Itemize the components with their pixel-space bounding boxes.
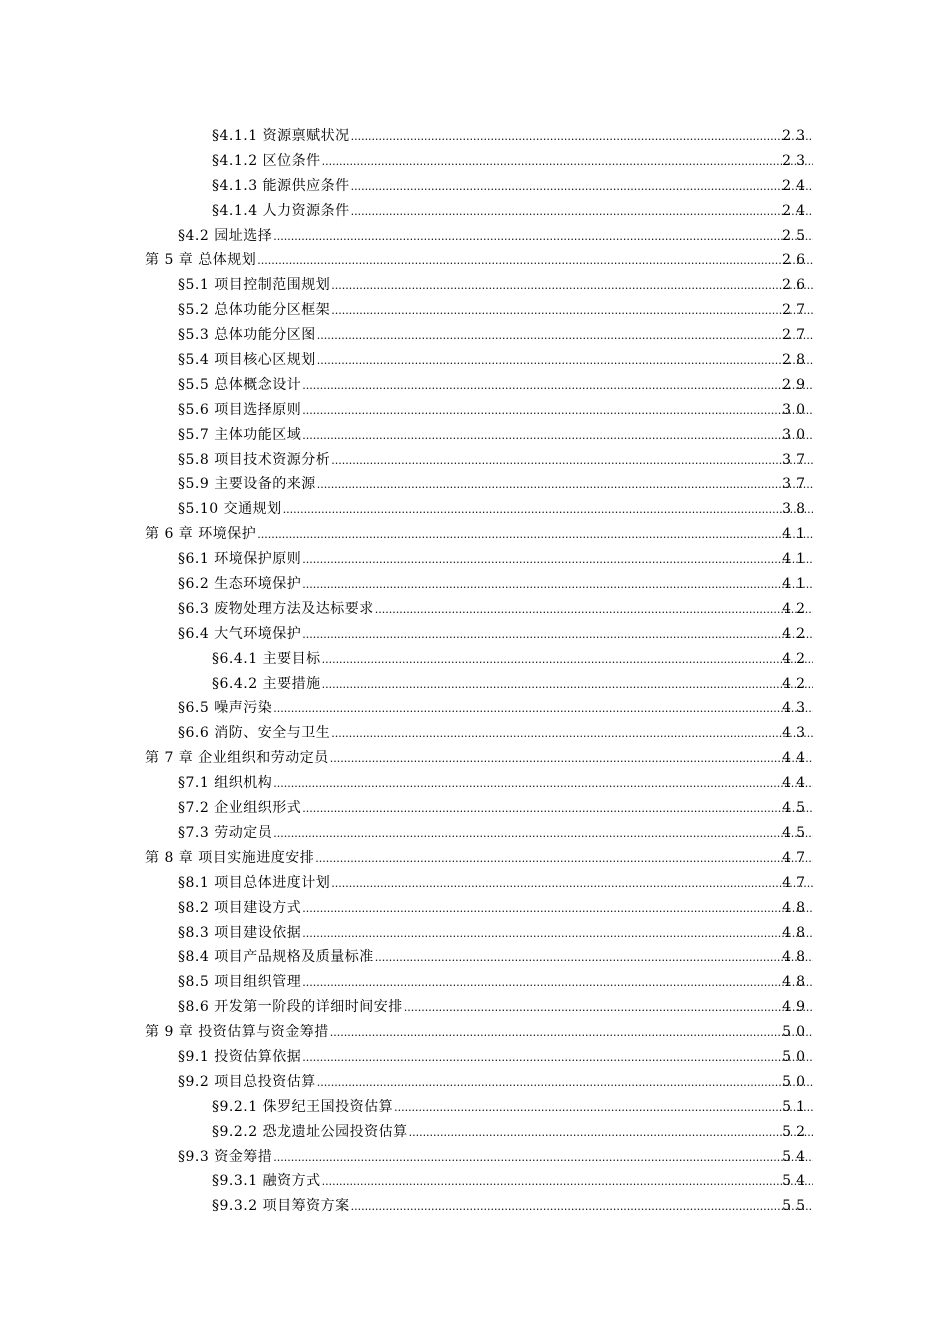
toc-entry-line <box>145 522 813 548</box>
toc-entry-line <box>178 348 813 374</box>
toc-page-number: 47 <box>782 874 810 891</box>
toc-entry-line <box>178 921 813 947</box>
toc-page-number: 24 <box>782 202 810 219</box>
table-of-contents <box>0 124 950 1219</box>
toc-page-number: 41 <box>782 551 810 568</box>
toc-entry-label: §5.5 总体概念设计 <box>178 376 302 393</box>
toc-page-number: 42 <box>782 675 810 692</box>
toc-section-entry[interactable] <box>0 896 950 921</box>
toc-dot-leader <box>273 1146 813 1171</box>
toc-page-number: 42 <box>782 650 810 667</box>
toc-dot-leader <box>257 523 813 548</box>
toc-chapter-entry[interactable] <box>0 746 950 771</box>
toc-dot-leader <box>330 747 813 772</box>
toc-entry-line <box>212 199 813 225</box>
toc-dot-leader <box>273 697 813 722</box>
toc-dot-leader <box>394 1096 813 1121</box>
toc-page-number: 48 <box>782 974 810 991</box>
toc-entry-label: §4.1.1 资源禀赋状况 <box>212 128 350 144</box>
toc-dot-leader <box>375 598 813 623</box>
toc-entry-label: §4.2 园址选择 <box>178 227 273 244</box>
toc-section-entry[interactable] <box>0 423 950 448</box>
toc-page-number: 41 <box>782 526 810 543</box>
toc-entry-line <box>178 821 813 847</box>
toc-dot-leader <box>302 1046 813 1071</box>
toc-entry-label: §6.1 环境保护原则 <box>178 551 302 568</box>
toc-page-number: 54 <box>782 1173 810 1190</box>
toc-dot-leader <box>257 249 813 274</box>
toc-page-number: 28 <box>782 352 810 369</box>
toc-dot-leader <box>404 996 813 1021</box>
toc-section-entry[interactable] <box>0 1120 950 1145</box>
toc-dot-leader <box>351 175 813 200</box>
toc-entry-label: §9.3 资金筹措 <box>178 1148 273 1165</box>
toc-page-number: 49 <box>782 999 810 1016</box>
toc-page-number: 27 <box>782 302 810 319</box>
toc-entry-label: §7.2 企业组织形式 <box>178 800 302 817</box>
toc-entry-line <box>145 248 813 274</box>
toc-entry-line <box>178 572 813 598</box>
toc-entry-label: §9.2.2 恐龙遗址公园投资估算 <box>212 1123 408 1140</box>
toc-entry-label: §5.2 总体功能分区框架 <box>178 302 331 319</box>
toc-dot-leader <box>331 274 813 299</box>
toc-section-entry[interactable] <box>0 497 950 522</box>
toc-page-number: 29 <box>782 376 810 393</box>
toc-entry-label: §4.1.2 区位条件 <box>212 152 321 169</box>
toc-entry-line <box>212 1120 813 1146</box>
toc-section-entry[interactable] <box>0 597 950 622</box>
toc-entry-line <box>178 970 813 996</box>
toc-entry-line <box>178 448 813 474</box>
toc-page-number: 23 <box>782 152 810 169</box>
toc-dot-leader <box>302 548 813 573</box>
toc-entry-label: §6.3 废物处理方法及达标要求 <box>178 600 374 617</box>
toc-section-entry[interactable] <box>0 970 950 995</box>
toc-entry-label: 第 9 章 投资估算与资金筹措 <box>145 1024 329 1041</box>
toc-entry-line <box>178 696 813 722</box>
toc-section-entry[interactable] <box>0 871 950 896</box>
toc-page-number: 50 <box>782 1048 810 1065</box>
toc-dot-leader <box>322 648 813 673</box>
toc-section-entry[interactable] <box>0 995 950 1020</box>
toc-entry-line <box>178 1045 813 1071</box>
toc-entry-label: §6.4 大气环境保护 <box>178 625 302 642</box>
toc-section-entry[interactable] <box>0 199 950 224</box>
toc-entry-line <box>212 1194 813 1220</box>
toc-dot-leader <box>273 822 813 847</box>
toc-section-entry[interactable] <box>0 323 950 348</box>
toc-section-entry[interactable] <box>0 174 950 199</box>
toc-section-entry[interactable] <box>0 1095 950 1120</box>
toc-entry-line <box>178 472 813 498</box>
toc-dot-leader <box>331 449 813 474</box>
toc-section-entry[interactable] <box>0 572 950 597</box>
toc-entry-line <box>212 1095 813 1121</box>
toc-page-number: 27 <box>782 327 810 344</box>
toc-dot-leader <box>317 349 813 374</box>
toc-entry-label: §5.3 总体功能分区图 <box>178 327 316 344</box>
toc-dot-leader <box>302 424 813 449</box>
toc-entry-line <box>178 373 813 399</box>
toc-chapter-entry[interactable] <box>0 248 950 273</box>
toc-dot-leader <box>331 299 813 324</box>
toc-section-entry[interactable] <box>0 348 950 373</box>
toc-entry-label: §8.1 项目总体进度计划 <box>178 874 331 891</box>
toc-dot-leader <box>302 573 813 598</box>
toc-entry-label: §6.2 生态环境保护 <box>178 576 302 593</box>
toc-dot-leader <box>322 673 813 698</box>
toc-dot-leader <box>302 623 813 648</box>
toc-section-entry[interactable] <box>0 647 950 672</box>
toc-section-entry[interactable] <box>0 224 950 249</box>
toc-entry-line <box>178 224 813 250</box>
toc-page-number: 41 <box>782 576 810 593</box>
toc-page-number: 44 <box>782 750 810 767</box>
toc-section-entry[interactable] <box>0 945 950 970</box>
toc-entry-line <box>178 796 813 822</box>
toc-entry-label: §6.6 消防、安全与卫生 <box>178 725 331 742</box>
toc-dot-leader <box>322 1170 813 1195</box>
toc-dot-leader <box>330 1021 813 1046</box>
toc-entry-line <box>178 721 813 747</box>
toc-entry-label: §5.4 项目核心区规划 <box>178 352 316 369</box>
toc-section-entry[interactable] <box>0 298 950 323</box>
toc-dot-leader <box>375 946 813 971</box>
toc-entry-line <box>178 1070 813 1096</box>
toc-dot-leader <box>273 772 813 797</box>
toc-entry-label: §7.1 组织机构 <box>178 775 273 792</box>
toc-chapter-entry[interactable] <box>0 846 950 871</box>
toc-dot-leader <box>331 872 813 897</box>
toc-entry-line <box>178 497 813 523</box>
toc-entry-label: §4.1.4 人力资源条件 <box>212 202 350 219</box>
toc-dot-leader <box>317 1071 813 1096</box>
toc-entry-line <box>178 871 813 897</box>
toc-dot-leader <box>302 897 813 922</box>
toc-page-number: 30 <box>782 426 810 443</box>
toc-entry-line <box>178 622 813 648</box>
toc-dot-leader <box>322 150 813 175</box>
toc-dot-leader <box>315 847 813 872</box>
toc-page-number: 26 <box>782 252 810 269</box>
toc-entry-line <box>178 771 813 797</box>
toc-entry-label: §6.5 噪声污染 <box>178 700 273 717</box>
toc-dot-leader <box>317 473 813 498</box>
toc-entry-label: §5.6 项目选择原则 <box>178 401 302 418</box>
toc-entry-label: §8.4 项目产品规格及质量标准 <box>178 949 374 966</box>
toc-section-entry[interactable] <box>0 796 950 821</box>
toc-entry-line <box>212 149 813 175</box>
toc-page-number: 52 <box>782 1123 810 1140</box>
toc-page-number: 48 <box>782 949 810 966</box>
toc-page-number: 25 <box>782 227 810 244</box>
toc-dot-leader <box>273 225 813 250</box>
toc-section-entry[interactable] <box>0 373 950 398</box>
toc-page-number: 43 <box>782 725 810 742</box>
toc-chapter-entry[interactable] <box>0 1020 950 1045</box>
toc-entry-line <box>212 647 813 673</box>
toc-entry-label: §8.6 开发第一阶段的详细时间安排 <box>178 999 403 1016</box>
toc-page-number: 54 <box>782 1148 810 1165</box>
toc-section-entry[interactable] <box>0 1045 950 1070</box>
toc-entry-line <box>178 597 813 623</box>
toc-dot-leader <box>409 1121 813 1146</box>
toc-section-entry[interactable] <box>0 696 950 721</box>
toc-page-number: 51 <box>782 1098 810 1115</box>
toc-dot-leader <box>351 200 813 225</box>
toc-dot-leader <box>302 374 813 399</box>
toc-entry-line <box>145 1020 813 1046</box>
toc-dot-leader <box>351 1195 813 1220</box>
toc-entry-label: §9.2 项目总投资估算 <box>178 1073 316 1090</box>
toc-section-entry[interactable] <box>0 1194 950 1219</box>
toc-entry-label: §9.2.1 侏罗纪王国投资估算 <box>212 1098 394 1115</box>
toc-entry-line <box>178 273 813 299</box>
toc-page-number: 48 <box>782 899 810 916</box>
toc-entry-line <box>145 846 813 872</box>
toc-dot-leader <box>302 922 813 947</box>
toc-entry-label: §8.2 项目建设方式 <box>178 899 302 916</box>
toc-page-number: 30 <box>782 401 810 418</box>
toc-section-entry[interactable] <box>0 472 950 497</box>
toc-entry-line <box>145 746 813 772</box>
toc-page-number: 42 <box>782 600 810 617</box>
toc-page-number: 38 <box>782 501 810 518</box>
toc-section-entry[interactable] <box>0 672 950 697</box>
toc-page-number: 47 <box>782 849 810 866</box>
toc-entry-line <box>212 1169 813 1195</box>
toc-page-number: 48 <box>782 924 810 941</box>
toc-entry-line <box>178 995 813 1021</box>
toc-section-entry[interactable] <box>0 1145 950 1170</box>
toc-entry-label: §5.9 主要设备的来源 <box>178 476 316 493</box>
toc-chapter-entry[interactable] <box>0 522 950 547</box>
toc-entry-label: §5.1 项目控制范围规划 <box>178 277 331 294</box>
toc-page-number: 26 <box>782 277 810 294</box>
toc-entry-line <box>178 323 813 349</box>
toc-section-entry[interactable] <box>0 149 950 174</box>
toc-section-entry[interactable] <box>0 921 950 946</box>
toc-entry-label: 第 7 章 企业组织和劳动定员 <box>145 750 329 767</box>
toc-page-number: 45 <box>782 824 810 841</box>
toc-section-entry[interactable] <box>0 124 950 149</box>
toc-entry-label: §7.3 劳动定员 <box>178 824 273 841</box>
toc-dot-leader <box>317 324 813 349</box>
toc-dot-leader <box>331 722 813 747</box>
toc-section-entry[interactable] <box>0 1070 950 1095</box>
toc-page-number: 24 <box>782 177 810 194</box>
toc-entry-label: §9.3.1 融资方式 <box>212 1173 321 1190</box>
toc-entry-line <box>178 896 813 922</box>
toc-entry-label: §8.3 项目建设依据 <box>178 924 302 941</box>
toc-entry-label: §5.7 主体功能区域 <box>178 426 302 443</box>
toc-entry-label: §6.4.1 主要目标 <box>212 650 321 667</box>
toc-section-entry[interactable] <box>0 547 950 572</box>
toc-page-number: 37 <box>782 451 810 468</box>
toc-entry-label: §8.5 项目组织管理 <box>178 974 302 991</box>
toc-entry-line <box>212 124 813 150</box>
toc-dot-leader <box>283 498 813 523</box>
toc-page-number: 43 <box>782 700 810 717</box>
toc-dot-leader <box>351 125 813 150</box>
toc-page-number: 23 <box>782 128 810 144</box>
toc-entry-line <box>178 423 813 449</box>
toc-section-entry[interactable] <box>0 721 950 746</box>
toc-entry-label: §5.8 项目技术资源分析 <box>178 451 331 468</box>
toc-entry-label: 第 6 章 环境保护 <box>145 526 257 543</box>
toc-entry-line <box>178 298 813 324</box>
toc-entry-line <box>178 1145 813 1171</box>
toc-entry-label: §9.1 投资估算依据 <box>178 1048 302 1065</box>
toc-section-entry[interactable] <box>0 1169 950 1194</box>
toc-section-entry[interactable] <box>0 398 950 423</box>
toc-section-entry[interactable] <box>0 771 950 796</box>
toc-entry-label: 第 5 章 总体规划 <box>145 252 257 269</box>
toc-section-entry[interactable] <box>0 622 950 647</box>
toc-page-number: 55 <box>782 1198 810 1215</box>
toc-page-number: 50 <box>782 1024 810 1041</box>
toc-page-number: 42 <box>782 625 810 642</box>
toc-section-entry[interactable] <box>0 821 950 846</box>
toc-entry-line <box>178 945 813 971</box>
toc-entry-label: 第 8 章 项目实施进度安排 <box>145 849 315 866</box>
toc-entry-label: §6.4.2 主要措施 <box>212 675 321 692</box>
toc-entry-label: §9.3.2 项目筹资方案 <box>212 1198 350 1215</box>
toc-dot-leader <box>302 797 813 822</box>
toc-page-number: 37 <box>782 476 810 493</box>
toc-entry-label: §4.1.3 能源供应条件 <box>212 177 350 194</box>
toc-dot-leader <box>302 971 813 996</box>
toc-page-number: 45 <box>782 800 810 817</box>
toc-section-entry[interactable] <box>0 448 950 473</box>
toc-entry-line <box>178 398 813 424</box>
toc-page-number: 50 <box>782 1073 810 1090</box>
toc-entry-line <box>212 672 813 698</box>
toc-section-entry[interactable] <box>0 273 950 298</box>
toc-page-number: 44 <box>782 775 810 792</box>
toc-entry-line <box>212 174 813 200</box>
toc-dot-leader <box>302 399 813 424</box>
toc-entry-line <box>178 547 813 573</box>
toc-entry-label: §5.10 交通规划 <box>178 501 282 518</box>
